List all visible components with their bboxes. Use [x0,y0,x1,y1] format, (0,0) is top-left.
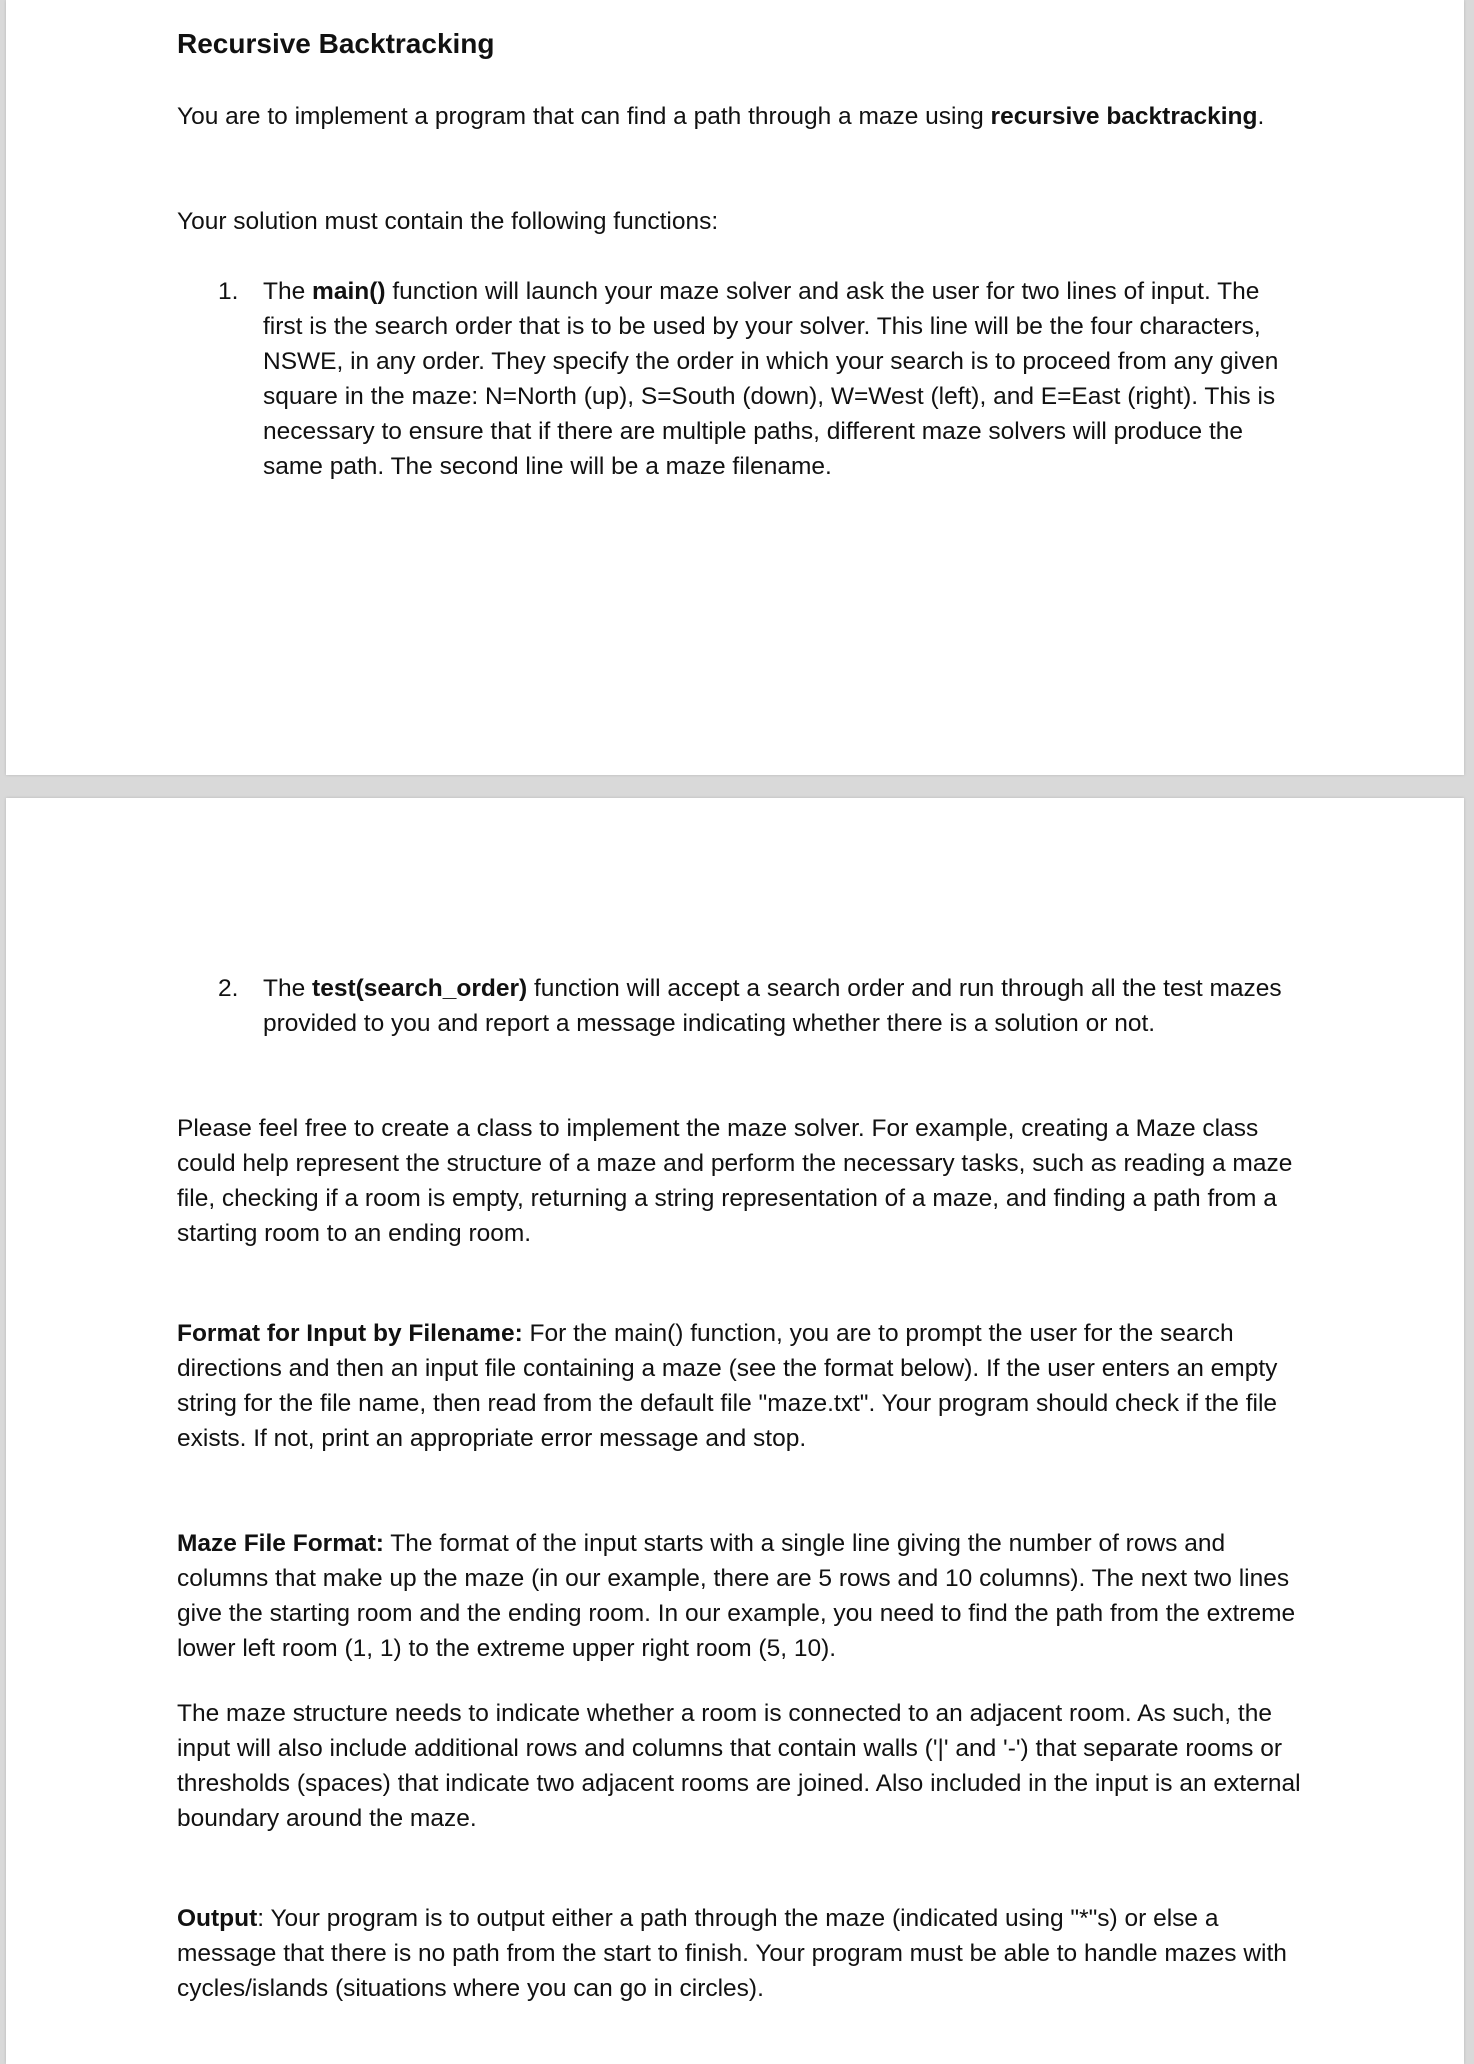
output-heading: Output [177,1905,258,1932]
list-item-test-function [218,971,1298,1041]
maze-structure-paragraph: The maze structure needs to indicate whether a room is connected to an adjacent room. As such, the input will also include additional rows and columns that contain walls ('|' and '-') that separate rooms or thresholds (spaces) that indicate two adjacent rooms are joined. Also included in the input is an external boundary around the maze. [177,1700,1301,1832]
list-item-main-function [218,274,1298,484]
input-format-heading: Format for Input by Filename: [177,1320,523,1347]
list-number: 2. [218,975,239,1002]
maze-class-paragraph: Please feel free to create a class to implement the maze solver. For example, creating a Maze class could help represent the structure of a maze and perform the necessary tasks, such as reading a maze file, checking if a room is empty, returning a string representation of a maze, and finding a path from a starting room to an ending room. [177,1115,1293,1247]
list-item-text: The test(search_order) function will accept a search order and run through all the test mazes provided to you and report a message indicating whether there is a solution or not. [263,975,1282,1037]
recursive-backtracking-term: recursive backtracking [990,103,1258,130]
functions-intro-paragraph: Your solution must contain the following functions: [177,208,719,235]
maze-file-format-heading: Maze File Format: [177,1530,384,1557]
list-item-text: The main() function will launch your maze solver and ask the user for two lines of input. The first is the search order that is to be used by your solver. This line will be the four characters, NSWE, in any order. They specify the order in which your search is to proceed from any given square in the maze: N=North (up), S=South (down), W=West (left), and E=East (right). This is necessary to ensure that if there are multiple paths, different maze solvers will produce the same path. The second line will be a maze filename. [263,278,1279,480]
page-title: Recursive Backtracking [177,28,495,59]
document-page-2 [6,798,1464,2064]
list-number: 1. [218,278,239,305]
intro-paragraph: You are to implement a program that can find a path through a maze using recursive backtracking. [177,103,1265,130]
output-paragraph: Output: Your program is to output either a path through the maze (indicated using "*"s) or else a message that there is no path from the start to finish. Your program must be able to handle mazes with cycles/islands (situations where you can go in circles). [177,1905,1287,2002]
main-function-name: main() [312,278,386,305]
test-function-name: test(search_order) [312,975,528,1002]
document-page-1 [6,0,1464,775]
maze-file-format-paragraph: Maze File Format: The format of the input starts with a single line giving the number of rows and columns that make up the maze (in our example, there are 5 rows and 10 columns). The next two lines give the starting room and the ending room. In our example, you need to find the path from the extreme lower left room (1, 1) to the extreme upper right room (5, 10). [177,1530,1296,1662]
input-format-paragraph: Format for Input by Filename: For the main() function, you are to prompt the user for the search directions and then an input file containing a maze (see the format below). If the user enters an empty string for the file name, then read from the default file "maze.txt". Your program should check if the file exists. If not, print an appropriate error message and stop. [177,1320,1278,1452]
